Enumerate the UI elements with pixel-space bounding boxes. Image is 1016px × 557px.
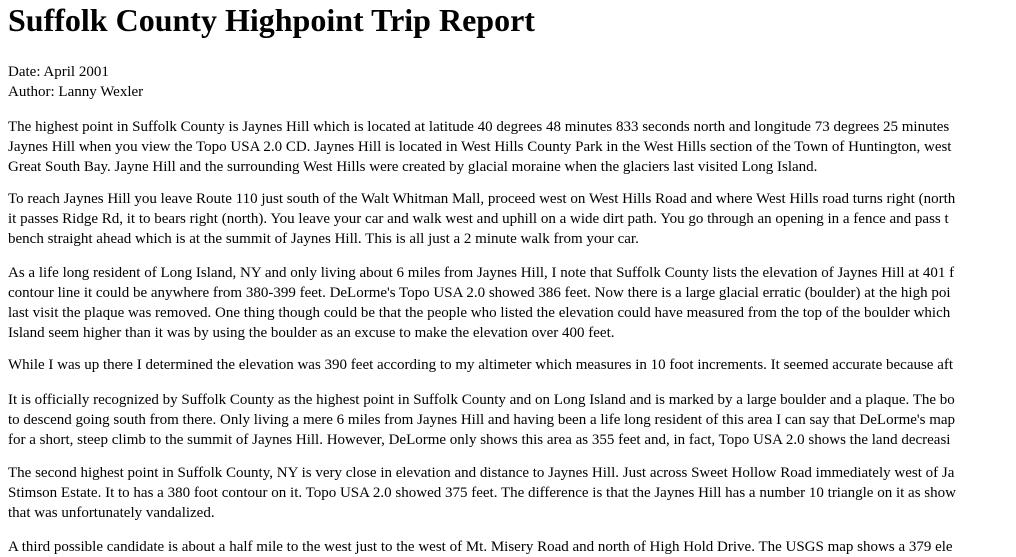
report-meta (8, 62, 143, 102)
page-title: Suffolk County Highpoint Trip Report (8, 2, 535, 38)
report-author: Author: Lanny Wexler (8, 84, 144, 100)
paragraph-line: last visit the plaque was removed. One thing though could be that the people who listed the elevation could have measured from the top of the boulder which (8, 305, 951, 321)
paragraph-line: that was unfortunately vandalized. (8, 505, 215, 521)
paragraph-directions (8, 189, 955, 249)
report-date: Date: April 2001 (8, 64, 109, 80)
paragraph-line: Stimson Estate. It to has a 380 foot contour on it. Topo USA 2.0 showed 375 feet. The difference is that the Jaynes Hill has a number 10 triangle on it as show (8, 485, 956, 501)
paragraph-line: Great South Bay. Jayne Hill and the surrounding West Hills were created by glacial moraine when the glaciers last visited Long Island. (8, 159, 818, 175)
paragraph-official (8, 390, 955, 450)
paragraph-line: Jaynes Hill when you view the Topo USA 2.0 CD. Jaynes Hill is located in West Hills County Park in the West Hills section of the Town of Huntington, west (8, 139, 952, 155)
paragraph-line: contour line it could be anywhere from 380-399 feet. DeLorme's Topo USA 2.0 showed 386 feet. Now there is a large glacial erratic (boulder) at the high poi (8, 285, 951, 301)
paragraph-altimeter (8, 355, 953, 375)
paragraph-line: it passes Ridge Rd, it to bears right (north). You leave your car and walk west and uphill on a wide dirt path. You go through an opening in a fence and pass t (8, 211, 949, 227)
paragraph-line: The highest point in Suffolk County is Jaynes Hill which is located at latitude 40 degrees 48 minutes 833 seconds north and longitude 73 degrees 25 minutes (8, 119, 950, 135)
paragraph-second-highest (8, 463, 956, 523)
paragraph-line: to descend going south from there. Only living a mere 6 miles from Jaynes Hill and having been a life long resident of this area I can say that DeLorme's map (8, 412, 956, 428)
paragraph-line: for a short, steep climb to the summit of Jaynes Hill. However, DeLorme only shows this area as 355 feet and, in fact, Topo USA 2.0 shows the land decreasi (8, 432, 951, 448)
paragraph-line: The second highest point in Suffolk County, NY is very close in elevation and distance to Jaynes Hill. Just across Sweet Hollow Road immediately west of Ja (8, 465, 955, 481)
paragraph-line: It is officially recognized by Suffolk County as the highest point in Suffolk County and on Long Island and is marked by a large boulder and a plaque. The bo (8, 392, 955, 408)
paragraph-line: A third possible candidate is about a half mile to the west just to the west of Mt. Misery Road and north of High Hold Drive. The USGS map shows a 379 ele (8, 539, 953, 555)
paragraph-elevation (8, 263, 954, 343)
paragraph-line: While I was up there I determined the elevation was 390 feet according to my altimeter which measures in 10 foot increments. It seemed accurate because aft (8, 357, 954, 373)
paragraph-intro (8, 117, 951, 177)
paragraph-line: bench straight ahead which is at the summit of Jaynes Hill. This is all just a 2 minute walk from your car. (8, 231, 639, 247)
paragraph-line: As a life long resident of Long Island, NY and only living about 6 miles from Jaynes Hill, I note that Suffolk County lists the elevation of Jaynes Hill at 401 f (8, 265, 955, 281)
paragraph-line: To reach Jaynes Hill you leave Route 110 just south of the Walt Whitman Mall, proceed west on West Hills Road and where West Hills road turns right (north (8, 191, 956, 207)
paragraph-third-candidate (8, 537, 953, 557)
paragraph-line: Island seem higher than it was by using the boulder as an excuse to make the elevation over 400 feet. (8, 325, 615, 341)
